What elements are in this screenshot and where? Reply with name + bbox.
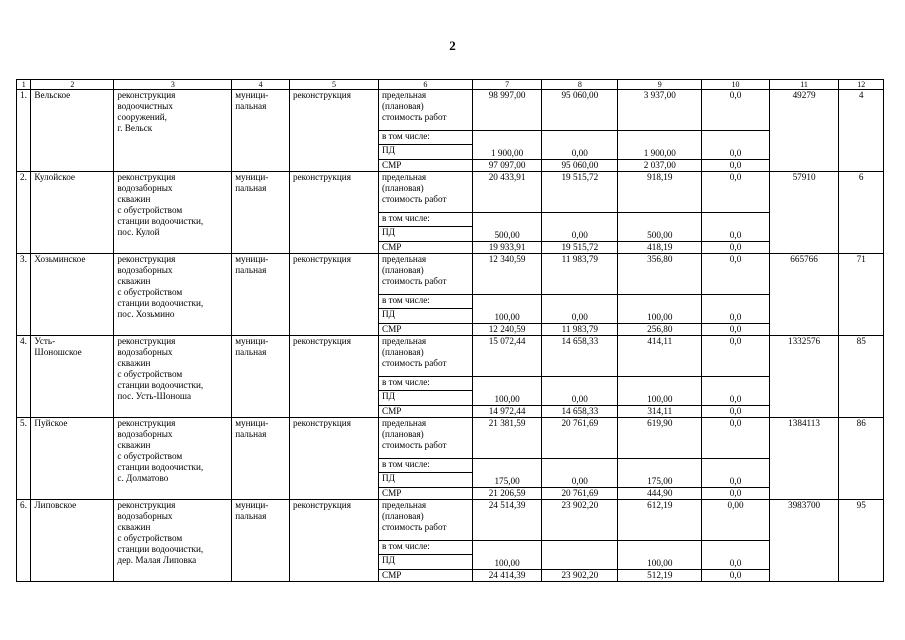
pd-value [542, 541, 618, 570]
column-header: 5 [289, 80, 378, 90]
population-value: 57910 [769, 172, 839, 254]
smr-value: 20 761,69 [542, 488, 618, 500]
settlement-name: Кулойское [31, 172, 114, 254]
smr-value: 0,0 [702, 160, 769, 172]
cost-value: 98 997,00 [472, 90, 542, 131]
pd-value: 100,00 [472, 541, 542, 570]
pd-value: 0,00 [542, 131, 618, 160]
column-header: 7 [472, 80, 542, 90]
cost-label: предельная (плановая) стоимость работ [378, 418, 472, 459]
cost-value: 619,90 [618, 418, 702, 459]
ownership-type: муници- пальная [232, 90, 290, 172]
pd-value: 1 900,00 [472, 131, 542, 160]
table-row [17, 254, 884, 295]
pd-label: ПД [378, 473, 472, 488]
work-type: реконструкция [289, 90, 378, 172]
pd-value: 0,0 [702, 295, 769, 324]
cost-label: предельная (плановая) стоимость работ [378, 500, 472, 541]
column-header: 1 [17, 80, 31, 90]
smr-value: 95 060,00 [542, 160, 618, 172]
including-label: в том числе: [378, 541, 472, 555]
pd-value: 0,00 [542, 295, 618, 324]
cost-value: 24 514,39 [472, 500, 542, 541]
table-row [17, 90, 884, 131]
pd-value: 0,0 [702, 377, 769, 406]
priority-value: 71 [839, 254, 884, 336]
cost-value: 21 381,59 [472, 418, 542, 459]
smr-value: 12 240,59 [472, 324, 542, 336]
cost-value: 612,19 [618, 500, 702, 541]
cost-label: предельная (плановая) стоимость работ [378, 172, 472, 213]
table-body [17, 90, 884, 582]
ownership-type: муници- пальная [232, 336, 290, 418]
pd-label: ПД [378, 391, 472, 406]
work-type: реконструкция [289, 172, 378, 254]
column-header: 9 [618, 80, 702, 90]
smr-value: 314,11 [618, 406, 702, 418]
cost-value: 23 902,20 [542, 500, 618, 541]
cost-label: предельная (плановая) стоимость работ [378, 90, 472, 131]
pd-value: 175,00 [472, 459, 542, 488]
pd-value: 0,0 [702, 541, 769, 570]
pd-value: 0,00 [542, 213, 618, 242]
pd-value: 0,00 [542, 377, 618, 406]
table-row [17, 500, 884, 541]
pd-value: 100,00 [618, 541, 702, 570]
cost-value: 0,0 [702, 254, 769, 295]
pd-value: 100,00 [618, 377, 702, 406]
object-description: реконструкция водоочистных сооружений, г. Вельск [114, 90, 232, 172]
cost-value: 14 658,33 [542, 336, 618, 377]
smr-value: 24 414,39 [472, 570, 542, 582]
column-header: 4 [232, 80, 290, 90]
including-label: в том числе: [378, 377, 472, 391]
priority-value: 85 [839, 336, 884, 418]
pd-value: 100,00 [618, 295, 702, 324]
row-number: 4. [17, 336, 31, 418]
row-number: 3. [17, 254, 31, 336]
object-description: реконструкция водозаборных скважин с обустройством станции водоочистки, пос. Усть-Шоноша [114, 336, 232, 418]
header-row [17, 80, 884, 90]
pd-value: 0,0 [702, 213, 769, 242]
pd-value: 100,00 [472, 377, 542, 406]
cost-value: 414,11 [618, 336, 702, 377]
pd-label: ПД [378, 555, 472, 570]
priority-value: 86 [839, 418, 884, 500]
cost-value: 11 983,79 [542, 254, 618, 295]
pd-value: 500,00 [472, 213, 542, 242]
smr-value: 19 515,72 [542, 242, 618, 254]
population-value: 1384113 [769, 418, 839, 500]
smr-value: 0,0 [702, 242, 769, 254]
population-value: 665766 [769, 254, 839, 336]
smr-value: 444,90 [618, 488, 702, 500]
cost-value: 95 060,00 [542, 90, 618, 131]
smr-value: 418,19 [618, 242, 702, 254]
smr-label: СМР [378, 570, 472, 582]
settlement-name: Вельское [31, 90, 114, 172]
table-row [17, 172, 884, 213]
cost-label: предельная (плановая) стоимость работ [378, 254, 472, 295]
row-number: 2. [17, 172, 31, 254]
cost-value: 0,0 [702, 336, 769, 377]
pd-label: ПД [378, 145, 472, 160]
settlement-name: Липовское [31, 500, 114, 582]
smr-label: СМР [378, 488, 472, 500]
settlement-name: Хозьминское [31, 254, 114, 336]
priority-value: 4 [839, 90, 884, 172]
including-label: в том числе: [378, 131, 472, 145]
pd-value: 175,00 [618, 459, 702, 488]
cost-value: 356,80 [618, 254, 702, 295]
smr-value: 14 658,33 [542, 406, 618, 418]
column-header: 12 [839, 80, 884, 90]
smr-label: СМР [378, 160, 472, 172]
cost-value: 918,19 [618, 172, 702, 213]
including-label: в том числе: [378, 213, 472, 227]
object-description: реконструкция водозаборных скважин с обустройством станции водоочистки, пос. Хозьмино [114, 254, 232, 336]
ownership-type: муници- пальная [232, 418, 290, 500]
work-type: реконструкция [289, 254, 378, 336]
settlement-name: Пуйское [31, 418, 114, 500]
object-description: реконструкция водозаборных скважин с обустройством станции водоочистки, дер. Малая Липовка [114, 500, 232, 582]
smr-value: 0,0 [702, 570, 769, 582]
table-row [17, 336, 884, 377]
pd-value: 100,00 [472, 295, 542, 324]
work-type: реконструкция [289, 336, 378, 418]
cost-value: 0,0 [702, 90, 769, 131]
work-type: реконструкция [289, 500, 378, 582]
column-header: 11 [769, 80, 839, 90]
smr-value: 256,80 [618, 324, 702, 336]
smr-value: 0,0 [702, 324, 769, 336]
table-row [17, 418, 884, 459]
cost-value: 20 433,91 [472, 172, 542, 213]
pd-value: 0,0 [702, 131, 769, 160]
cost-value: 0,0 [702, 172, 769, 213]
cost-value: 20 761,69 [542, 418, 618, 459]
cost-value: 3 937,00 [618, 90, 702, 131]
smr-value: 11 983,79 [542, 324, 618, 336]
priority-value: 95 [839, 500, 884, 582]
page-number: 2 [449, 38, 456, 53]
smr-value: 21 206,59 [472, 488, 542, 500]
priority-value: 6 [839, 172, 884, 254]
population-value: 1332576 [769, 336, 839, 418]
column-header: 8 [542, 80, 618, 90]
settlement-name: Усть- Шоношское [31, 336, 114, 418]
smr-value: 512,19 [618, 570, 702, 582]
smr-value: 97 097,00 [472, 160, 542, 172]
smr-label: СМР [378, 406, 472, 418]
column-header: 3 [114, 80, 232, 90]
object-description: реконструкция водозаборных скважин с обустройством станции водоочистки, пос. Кулой [114, 172, 232, 254]
row-number: 5. [17, 418, 31, 500]
cost-value: 0,00 [702, 500, 769, 541]
pd-value: 500,00 [618, 213, 702, 242]
object-description: реконструкция водозаборных скважин с обустройством станции водоочистки, с. Долматово [114, 418, 232, 500]
including-label: в том числе: [378, 459, 472, 473]
row-number: 1. [17, 90, 31, 172]
smr-value: 0,0 [702, 488, 769, 500]
including-label: в том числе: [378, 295, 472, 309]
cost-label: предельная (плановая) стоимость работ [378, 336, 472, 377]
smr-value: 0,0 [702, 406, 769, 418]
smr-value: 14 972,44 [472, 406, 542, 418]
pd-value: 1 900,00 [618, 131, 702, 160]
ownership-type: муници- пальная [232, 172, 290, 254]
pd-label: ПД [378, 309, 472, 324]
cost-value: 0,0 [702, 418, 769, 459]
pd-value: 0,0 [702, 459, 769, 488]
pd-label: ПД [378, 227, 472, 242]
population-value: 3983700 [769, 500, 839, 582]
pd-value: 0,00 [542, 459, 618, 488]
column-header: 2 [31, 80, 114, 90]
cost-value: 19 515,72 [542, 172, 618, 213]
column-header: 6 [378, 80, 472, 90]
smr-value: 2 037,00 [618, 160, 702, 172]
work-type: реконструкция [289, 418, 378, 500]
ownership-type: муници- пальная [232, 500, 290, 582]
population-value: 49279 [769, 90, 839, 172]
smr-label: СМР [378, 324, 472, 336]
smr-value: 19 933,91 [472, 242, 542, 254]
cost-value: 12 340,59 [472, 254, 542, 295]
row-number: 6. [17, 500, 31, 582]
smr-value: 23 902,20 [542, 570, 618, 582]
budget-table [16, 79, 884, 582]
cost-value: 15 072,44 [472, 336, 542, 377]
ownership-type: муници- пальная [232, 254, 290, 336]
smr-label: СМР [378, 242, 472, 254]
column-header: 10 [702, 80, 769, 90]
